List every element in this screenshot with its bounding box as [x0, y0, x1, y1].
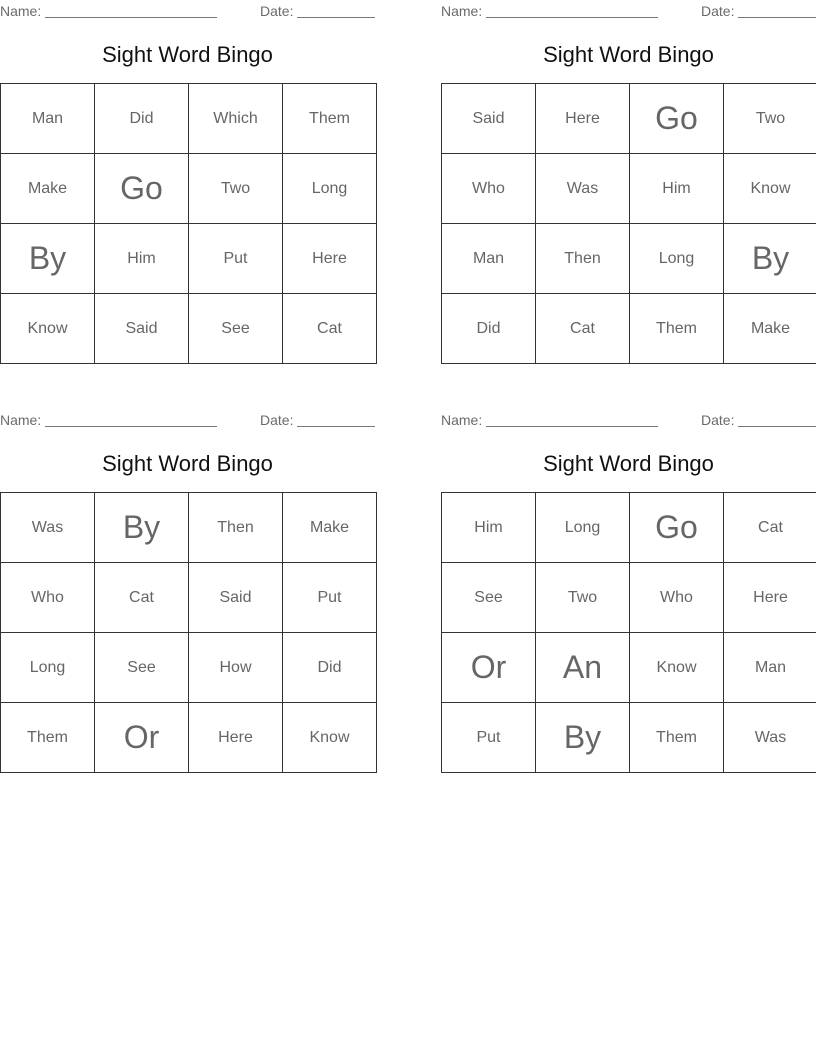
date-label: Date: — [260, 3, 294, 19]
bingo-cell: Man — [442, 224, 536, 294]
bingo-cell: Here — [724, 563, 816, 633]
bingo-cell: Them — [630, 294, 724, 364]
bingo-cell: Was — [536, 154, 630, 224]
name-label: Name: — [0, 412, 42, 428]
bingo-cell: Or — [95, 703, 189, 773]
bingo-cell: Did — [95, 84, 189, 154]
grid-row — [1, 703, 377, 773]
name-blank-line — [486, 426, 658, 427]
date-label: Date: — [260, 412, 294, 428]
card-title: Sight Word Bingo — [102, 42, 273, 67]
card-title: Sight Word Bingo — [543, 42, 714, 67]
date-label: Date: — [701, 412, 735, 428]
bingo-grid — [441, 83, 816, 364]
grid-row — [442, 493, 816, 563]
date-blank-line — [738, 17, 816, 18]
bingo-cell: Cat — [536, 294, 630, 364]
grid-row — [1, 633, 377, 703]
bingo-cell: Or — [442, 633, 536, 703]
card-header — [0, 412, 375, 428]
grid-row — [1, 294, 377, 364]
bingo-cell: Know — [724, 154, 816, 224]
bingo-cell: Them — [1, 703, 95, 773]
bingo-cell: Put — [283, 563, 377, 633]
bingo-card-3 — [0, 409, 375, 755]
grid-row — [1, 154, 377, 224]
bingo-cell: Here — [536, 84, 630, 154]
bingo-cell: By — [536, 703, 630, 773]
bingo-cell: By — [724, 224, 816, 294]
name-blank-line — [486, 17, 658, 18]
bingo-grid — [441, 492, 816, 773]
bingo-cell: Was — [1, 493, 95, 563]
bingo-cell: Cat — [724, 493, 816, 563]
card-title: Sight Word Bingo — [543, 451, 714, 476]
card-header — [441, 412, 816, 428]
grid-row — [442, 633, 816, 703]
date-label: Date: — [701, 3, 735, 19]
date-blank-line — [297, 426, 375, 427]
grid-row — [442, 224, 816, 294]
bingo-cell: Two — [536, 563, 630, 633]
grid-row — [1, 563, 377, 633]
date-blank-line — [738, 426, 816, 427]
grid-row — [1, 84, 377, 154]
bingo-cell: Who — [442, 154, 536, 224]
name-label: Name: — [0, 3, 42, 19]
bingo-cell: Know — [283, 703, 377, 773]
bingo-card-1 — [0, 0, 375, 337]
bingo-cell: Said — [189, 563, 283, 633]
card-header — [0, 3, 375, 19]
bingo-cell: Long — [283, 154, 377, 224]
bingo-cell: Who — [630, 563, 724, 633]
bingo-cell: See — [442, 563, 536, 633]
bingo-cell: Him — [95, 224, 189, 294]
grid-row — [1, 224, 377, 294]
bingo-cell: How — [189, 633, 283, 703]
bingo-cell: Long — [630, 224, 724, 294]
bingo-cell: Cat — [283, 294, 377, 364]
date-blank-line — [297, 17, 375, 18]
bingo-cell: By — [1, 224, 95, 294]
bingo-cell: Make — [724, 294, 816, 364]
card-header — [441, 3, 816, 19]
bingo-cell: Him — [442, 493, 536, 563]
bingo-cell: Who — [1, 563, 95, 633]
bingo-cell: Him — [630, 154, 724, 224]
name-blank-line — [45, 17, 217, 18]
bingo-grid — [0, 83, 377, 364]
bingo-cell: Them — [283, 84, 377, 154]
bingo-cell: Put — [442, 703, 536, 773]
bingo-cell: Said — [442, 84, 536, 154]
name-label: Name: — [441, 412, 483, 428]
bingo-cell: Here — [189, 703, 283, 773]
bingo-cell: Them — [630, 703, 724, 773]
bingo-cell: Man — [1, 84, 95, 154]
name-blank-line — [45, 426, 217, 427]
bingo-grid — [0, 492, 377, 773]
bingo-cell: Go — [630, 84, 724, 154]
bingo-cell: Long — [1, 633, 95, 703]
bingo-card-4 — [441, 409, 816, 755]
bingo-cell: Know — [1, 294, 95, 364]
bingo-cell: Said — [95, 294, 189, 364]
bingo-cell: Did — [283, 633, 377, 703]
bingo-cell: See — [189, 294, 283, 364]
bingo-cell: Then — [536, 224, 630, 294]
bingo-cell: Was — [724, 703, 816, 773]
bingo-cell: Man — [724, 633, 816, 703]
grid-row — [442, 84, 816, 154]
bingo-cell: Go — [630, 493, 724, 563]
bingo-cell: Two — [189, 154, 283, 224]
bingo-cell: Two — [724, 84, 816, 154]
bingo-cell: By — [95, 493, 189, 563]
grid-row — [1, 493, 377, 563]
bingo-cell: Cat — [95, 563, 189, 633]
bingo-card-2 — [441, 0, 816, 337]
grid-row — [442, 563, 816, 633]
bingo-cell: Go — [95, 154, 189, 224]
bingo-cell: An — [536, 633, 630, 703]
bingo-cell: Here — [283, 224, 377, 294]
card-title: Sight Word Bingo — [102, 451, 273, 476]
bingo-cell: See — [95, 633, 189, 703]
bingo-cell: Long — [536, 493, 630, 563]
bingo-cell: Did — [442, 294, 536, 364]
bingo-cell: Put — [189, 224, 283, 294]
bingo-cell: Which — [189, 84, 283, 154]
bingo-cell: Then — [189, 493, 283, 563]
grid-row — [442, 154, 816, 224]
bingo-cell: Know — [630, 633, 724, 703]
bingo-cell: Make — [283, 493, 377, 563]
grid-row — [442, 294, 816, 364]
name-label: Name: — [441, 3, 483, 19]
bingo-cell: Make — [1, 154, 95, 224]
grid-row — [442, 703, 816, 773]
